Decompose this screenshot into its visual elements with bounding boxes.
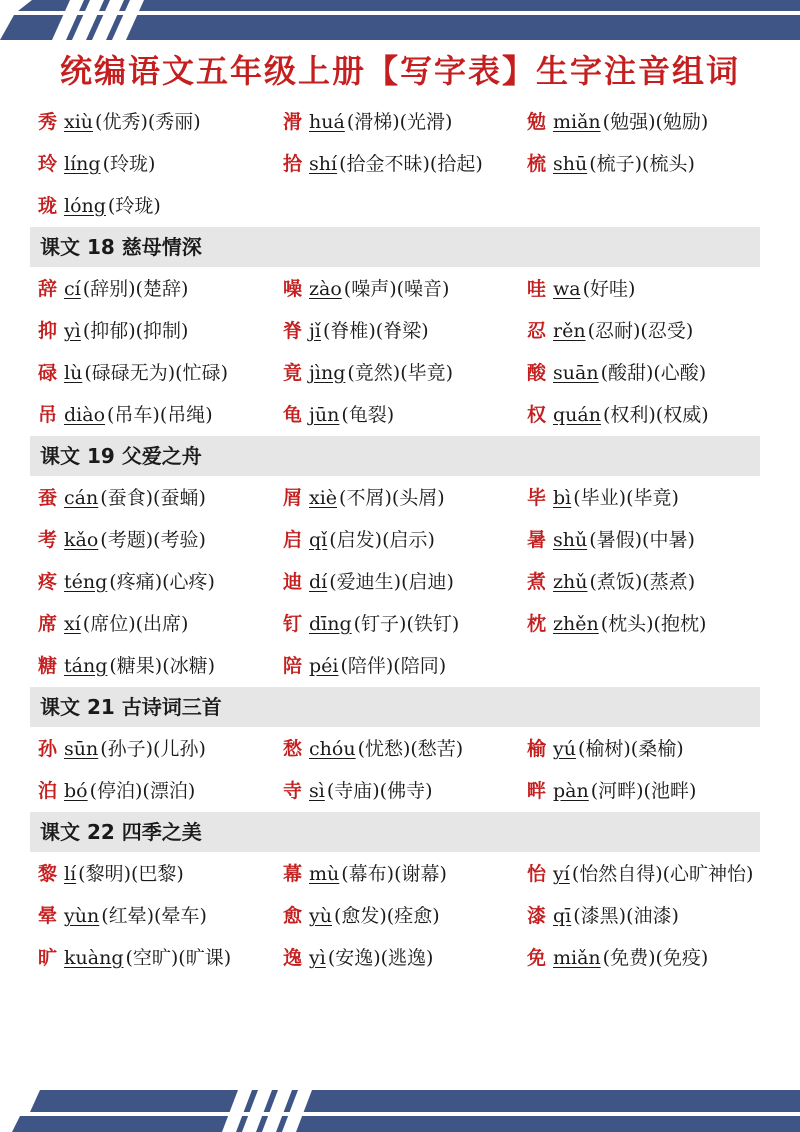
hanzi-character: 席 xyxy=(38,613,58,635)
word-entry xyxy=(519,937,760,979)
example-words: (勉强)(勉励) xyxy=(602,111,709,133)
pinyin: yì xyxy=(64,320,81,342)
word-entry xyxy=(275,895,519,937)
hanzi-character: 龟 xyxy=(283,404,303,426)
entry-text xyxy=(309,477,445,519)
pinyin: mù xyxy=(309,863,340,885)
word-entry xyxy=(275,937,519,979)
example-words: (抑郁)(抑制) xyxy=(82,320,189,342)
hanzi-character: 糖 xyxy=(38,655,58,677)
entry-text xyxy=(309,268,449,310)
pinyin: lù xyxy=(64,362,83,384)
hanzi-character: 暑 xyxy=(527,529,547,551)
pinyin: jìng xyxy=(309,362,346,384)
hanzi-character: 酸 xyxy=(527,362,547,384)
example-words: (不屑)(头屑) xyxy=(339,487,445,509)
hanzi-character: 孙 xyxy=(38,738,58,760)
hanzi-character: 辞 xyxy=(38,278,58,300)
hanzi-character: 幕 xyxy=(283,863,303,885)
hanzi-character: 蚕 xyxy=(38,487,58,509)
example-words: (怡然自得)(心旷神怡) xyxy=(571,863,754,885)
example-words: (碌碌无为)(忙碌) xyxy=(84,362,228,384)
section-heading: 课文 22 四季之美 xyxy=(30,812,760,852)
word-grid xyxy=(30,727,760,812)
word-entry xyxy=(519,561,760,603)
example-words: (梳子)(梳头) xyxy=(589,153,695,175)
pinyin: rěn xyxy=(553,320,586,342)
word-entry xyxy=(30,519,275,561)
example-words: (愈发)(痊愈) xyxy=(333,905,440,927)
word-entry xyxy=(275,101,519,143)
pinyin: téng xyxy=(64,571,108,593)
pinyin: wa xyxy=(553,278,581,300)
hanzi-character: 黎 xyxy=(38,863,58,885)
pinyin: quán xyxy=(553,404,601,426)
word-entry xyxy=(519,477,760,519)
pinyin: dīng xyxy=(309,613,352,635)
hanzi-character: 秀 xyxy=(38,111,58,133)
pinyin: yí xyxy=(553,863,570,885)
hanzi-character: 毕 xyxy=(527,487,547,509)
pinyin: jūn xyxy=(309,404,340,426)
pinyin: zhǔ xyxy=(553,571,588,593)
example-words: (红晕)(晕车) xyxy=(101,905,207,927)
example-words: (空旷)(旷课) xyxy=(125,947,232,969)
example-words: (玲珑) xyxy=(107,195,161,217)
entry-text xyxy=(64,937,231,979)
bottom-banner xyxy=(0,1090,800,1132)
pinyin: shū xyxy=(553,153,588,175)
example-words: (暑假)(中暑) xyxy=(589,529,695,551)
entry-text xyxy=(309,352,453,394)
example-words: (幕布)(谢幕) xyxy=(341,863,447,885)
example-words: (糖果)(冰糖) xyxy=(109,655,216,677)
entry-text xyxy=(309,895,440,937)
hanzi-character: 玲 xyxy=(38,153,58,175)
entry-text xyxy=(64,143,155,185)
word-entry xyxy=(519,268,760,310)
example-words: (蚕食)(蚕蛹) xyxy=(100,487,206,509)
example-words: (龟裂) xyxy=(341,404,395,426)
example-words: (酸甜)(心酸) xyxy=(600,362,707,384)
word-entry xyxy=(519,352,760,394)
example-words: (寺庙)(佛寺) xyxy=(326,780,433,802)
word-entry xyxy=(275,728,519,770)
example-words: (爱迪生)(启迪) xyxy=(329,571,454,593)
word-entry xyxy=(519,394,760,436)
pinyin: huá xyxy=(309,111,345,133)
pinyin: kǎo xyxy=(64,529,99,551)
word-entry xyxy=(275,561,519,603)
entry-text xyxy=(309,561,454,603)
entry-text xyxy=(309,937,433,979)
entry-text xyxy=(64,770,195,812)
hanzi-character: 旷 xyxy=(38,947,58,969)
word-entry xyxy=(275,352,519,394)
word-entry xyxy=(30,352,275,394)
word-entry xyxy=(519,143,760,185)
word-entry xyxy=(519,895,760,937)
pinyin: xiè xyxy=(309,487,338,509)
entry-text xyxy=(64,185,161,227)
example-words: (免费)(免疫) xyxy=(602,947,709,969)
word-entry xyxy=(519,101,760,143)
word-entry xyxy=(275,310,519,352)
word-grid xyxy=(30,476,760,687)
pinyin: miǎn xyxy=(553,111,601,133)
pinyin: yì xyxy=(309,947,326,969)
entry-text xyxy=(553,143,695,185)
top-banner xyxy=(0,0,800,40)
hanzi-character: 启 xyxy=(283,529,303,551)
hanzi-character: 哇 xyxy=(527,278,547,300)
example-words: (枕头)(抱枕) xyxy=(600,613,707,635)
hanzi-character: 屑 xyxy=(283,487,303,509)
entry-text xyxy=(553,853,753,895)
pinyin: bì xyxy=(553,487,572,509)
pinyin: pàn xyxy=(553,780,589,802)
entry-text xyxy=(64,561,215,603)
entry-text xyxy=(64,310,188,352)
word-entry xyxy=(30,310,275,352)
pinyin: xiù xyxy=(64,111,94,133)
hanzi-character: 勉 xyxy=(527,111,547,133)
word-entry xyxy=(275,394,519,436)
example-words: (拾金不昧)(拾起) xyxy=(339,153,483,175)
section-heading: 课文 18 慈母情深 xyxy=(30,227,760,267)
entry-text xyxy=(64,645,215,687)
pinyin: sì xyxy=(309,780,325,802)
hanzi-character: 寺 xyxy=(283,780,303,802)
hanzi-character: 枕 xyxy=(527,613,547,635)
pinyin: dí xyxy=(309,571,328,593)
example-words: (权利)(权威) xyxy=(602,404,709,426)
pinyin: táng xyxy=(64,655,108,677)
example-words: (榆树)(桑榆) xyxy=(577,738,684,760)
hanzi-character: 怡 xyxy=(527,863,547,885)
entry-text xyxy=(553,519,695,561)
hanzi-character: 拾 xyxy=(283,153,303,175)
entry-text xyxy=(553,770,696,812)
entry-text xyxy=(64,895,207,937)
pinyin: cán xyxy=(64,487,99,509)
word-table xyxy=(30,100,760,979)
example-words: (疼痛)(心疼) xyxy=(109,571,215,593)
word-entry xyxy=(275,477,519,519)
example-words: (河畔)(池畔) xyxy=(590,780,697,802)
hanzi-character: 噪 xyxy=(283,278,303,300)
pinyin: diào xyxy=(64,404,106,426)
word-grid xyxy=(30,100,760,227)
entry-text xyxy=(64,853,184,895)
example-words: (吊车)(吊绳) xyxy=(107,404,213,426)
pinyin: líng xyxy=(64,153,101,175)
example-words: (好哇) xyxy=(582,278,636,300)
entry-text xyxy=(309,603,459,645)
pinyin: qī xyxy=(553,905,572,927)
hanzi-character: 碌 xyxy=(38,362,58,384)
word-entry xyxy=(30,185,275,227)
hanzi-character: 逸 xyxy=(283,947,303,969)
hanzi-character: 脊 xyxy=(283,320,303,342)
word-entry xyxy=(30,561,275,603)
hanzi-character: 榆 xyxy=(527,738,547,760)
entry-text xyxy=(64,394,213,436)
word-entry xyxy=(30,853,275,895)
example-words: (忍耐)(忍受) xyxy=(587,320,694,342)
example-words: (噪声)(噪音) xyxy=(343,278,450,300)
word-entry xyxy=(30,101,275,143)
entry-text xyxy=(553,101,708,143)
example-words: (安逸)(逃逸) xyxy=(327,947,434,969)
hanzi-character: 畔 xyxy=(527,780,547,802)
pinyin: suān xyxy=(553,362,599,384)
entry-text xyxy=(553,603,706,645)
word-entry xyxy=(275,853,519,895)
word-entry xyxy=(30,645,275,687)
word-entry xyxy=(519,728,760,770)
pinyin: zhěn xyxy=(553,613,599,635)
word-entry xyxy=(30,937,275,979)
hanzi-character: 抑 xyxy=(38,320,58,342)
example-words: (孙子)(儿孙) xyxy=(100,738,206,760)
example-words: (漆黑)(油漆) xyxy=(573,905,679,927)
entry-text xyxy=(309,645,446,687)
entry-text xyxy=(309,853,447,895)
pinyin: lóng xyxy=(64,195,106,217)
section-heading: 课文 21 古诗词三首 xyxy=(30,687,760,727)
example-words: (黎明)(巴黎) xyxy=(78,863,184,885)
pinyin: zào xyxy=(309,278,342,300)
word-entry xyxy=(519,603,760,645)
entry-text xyxy=(64,268,188,310)
entry-text xyxy=(309,519,435,561)
pinyin: péi xyxy=(309,655,339,677)
word-entry xyxy=(275,603,519,645)
word-entry xyxy=(30,728,275,770)
hanzi-character: 晕 xyxy=(38,905,58,927)
pinyin: xí xyxy=(64,613,81,635)
example-words: (竟然)(毕竟) xyxy=(347,362,454,384)
example-words: (滑梯)(光滑) xyxy=(346,111,453,133)
hanzi-character: 珑 xyxy=(38,195,58,217)
hanzi-character: 愁 xyxy=(283,738,303,760)
pinyin: yú xyxy=(553,738,576,760)
entry-text xyxy=(553,477,679,519)
entry-text xyxy=(553,268,635,310)
entry-text xyxy=(553,394,709,436)
entry-text xyxy=(64,352,228,394)
hanzi-character: 漆 xyxy=(527,905,547,927)
example-words: (优秀)(秀丽) xyxy=(95,111,201,133)
word-entry xyxy=(30,770,275,812)
hanzi-character: 吊 xyxy=(38,404,58,426)
section-heading: 课文 19 父爱之舟 xyxy=(30,436,760,476)
entry-text xyxy=(553,561,695,603)
word-grid xyxy=(30,852,760,979)
hanzi-character: 滑 xyxy=(283,111,303,133)
hanzi-character: 考 xyxy=(38,529,58,551)
entry-text xyxy=(64,101,201,143)
word-grid xyxy=(30,267,760,436)
hanzi-character: 权 xyxy=(527,404,547,426)
word-entry xyxy=(30,268,275,310)
example-words: (脊椎)(脊梁) xyxy=(322,320,429,342)
entry-text xyxy=(553,352,706,394)
pinyin: miǎn xyxy=(553,947,601,969)
hanzi-character: 忍 xyxy=(527,320,547,342)
hanzi-character: 泊 xyxy=(38,780,58,802)
entry-text xyxy=(309,770,432,812)
entry-text xyxy=(64,519,206,561)
pinyin: bó xyxy=(64,780,88,802)
hanzi-character: 疼 xyxy=(38,571,58,593)
entry-text xyxy=(553,310,693,352)
hanzi-character: 陪 xyxy=(283,655,303,677)
example-words: (席位)(出席) xyxy=(82,613,189,635)
entry-text xyxy=(64,603,188,645)
pinyin: cí xyxy=(64,278,81,300)
word-entry xyxy=(519,519,760,561)
example-words: (玲珑) xyxy=(102,153,156,175)
hanzi-character: 迪 xyxy=(283,571,303,593)
hanzi-character: 煮 xyxy=(527,571,547,593)
word-entry xyxy=(30,603,275,645)
entry-text xyxy=(309,310,429,352)
word-entry xyxy=(275,268,519,310)
pinyin: shí xyxy=(309,153,338,175)
word-entry xyxy=(275,645,519,687)
hanzi-character: 愈 xyxy=(283,905,303,927)
pinyin: lí xyxy=(64,863,77,885)
example-words: (煮饭)(蒸煮) xyxy=(589,571,696,593)
example-words: (考题)(考验) xyxy=(100,529,206,551)
entry-text xyxy=(553,895,679,937)
word-entry xyxy=(275,770,519,812)
word-entry xyxy=(30,143,275,185)
example-words: (毕业)(毕竟) xyxy=(573,487,679,509)
word-entry xyxy=(30,895,275,937)
pinyin: yùn xyxy=(64,905,100,927)
word-entry xyxy=(30,477,275,519)
entry-text xyxy=(309,394,394,436)
hanzi-character: 钉 xyxy=(283,613,303,635)
pinyin: sūn xyxy=(64,738,99,760)
example-words: (陪伴)(陪同) xyxy=(340,655,447,677)
example-words: (停泊)(漂泊) xyxy=(89,780,196,802)
entry-text xyxy=(553,728,684,770)
pinyin: shǔ xyxy=(553,529,588,551)
pinyin: yù xyxy=(309,905,332,927)
entry-text xyxy=(553,937,708,979)
entry-text xyxy=(309,101,452,143)
pinyin: chóu xyxy=(309,738,356,760)
word-entry xyxy=(519,310,760,352)
word-entry xyxy=(275,519,519,561)
entry-text xyxy=(309,143,483,185)
entry-text xyxy=(64,477,206,519)
page-title: 统编语文五年级上册【写字表】生字注音组词 xyxy=(59,52,740,90)
word-entry xyxy=(519,770,760,812)
hanzi-character: 竟 xyxy=(283,362,303,384)
word-entry xyxy=(30,394,275,436)
word-entry xyxy=(519,853,760,895)
example-words: (忧愁)(愁苦) xyxy=(357,738,464,760)
example-words: (启发)(启示) xyxy=(329,529,435,551)
pinyin: qǐ xyxy=(309,529,328,551)
word-entry xyxy=(275,143,519,185)
pinyin: kuàng xyxy=(64,947,124,969)
example-words: (钉子)(铁钉) xyxy=(353,613,460,635)
pinyin: jǐ xyxy=(309,320,321,342)
example-words: (辞别)(楚辞) xyxy=(82,278,189,300)
entry-text xyxy=(64,728,206,770)
hanzi-character: 梳 xyxy=(527,153,547,175)
hanzi-character: 免 xyxy=(527,947,547,969)
entry-text xyxy=(309,728,463,770)
